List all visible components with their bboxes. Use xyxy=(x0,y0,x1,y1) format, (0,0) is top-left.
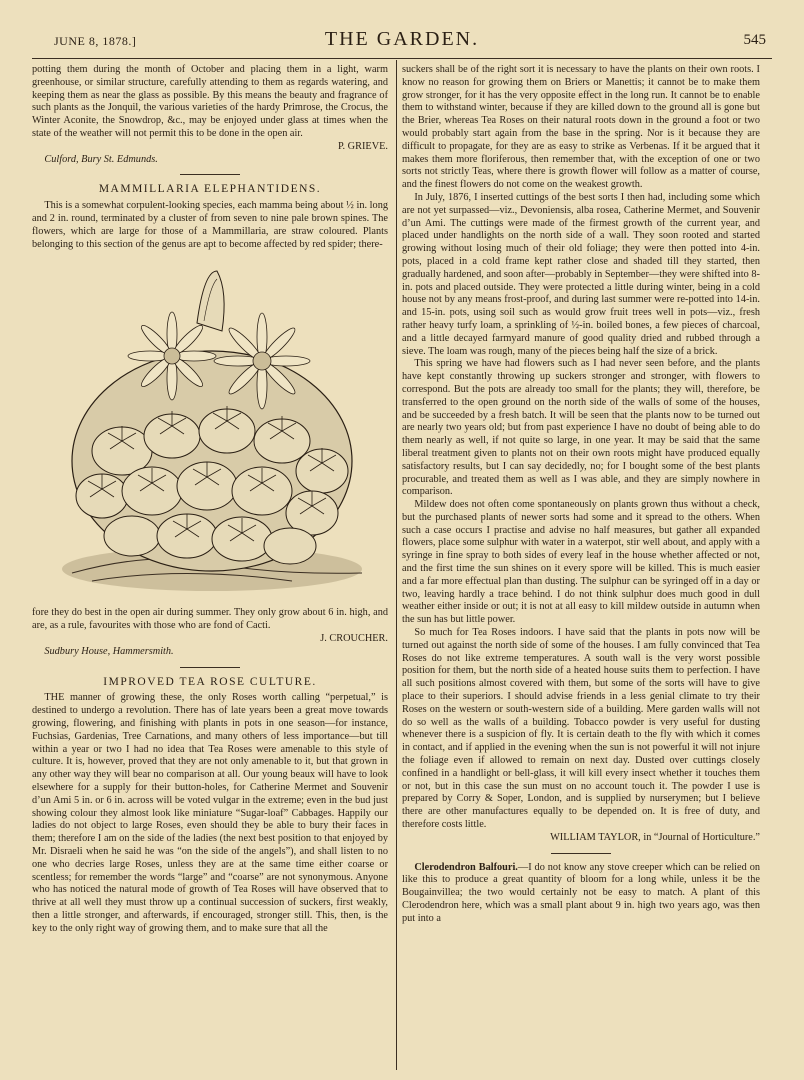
section-separator xyxy=(180,667,240,668)
tea-rose-paragraph-4: This spring we have had flowers such as I had never seen before, and the plants have kept constantly throwing up suckers stronger and stronger, with flowers to correspond. But the pots are already too small for the plants; they will, therefore, be transferred to the open ground on the north side of the walls of some of the houses, and be succeeded by a fresh batch. It will be seen that the plants now to be turned out are nearly two years old; but from past experience I have no doubt of being able to do them nearly as well, if not quite so large, in one year. It may be said that the same liberal treatment given to plants not on their own roots might have produced equally satisfactory results, but I can say decidedly, no; for I bought some of the best plants procurable, and treated them as well as I was able, and they are simply nowhere in comparison. xyxy=(402,358,760,498)
mammillaria-paragraph-2: fore they do best in the open air during summer. They only grow about 6 in. high, and are, as a rule, favourites with those who are fond of Cacti. xyxy=(32,607,388,632)
page-header xyxy=(28,26,776,60)
header-date: JUNE 8, 1878.] xyxy=(54,34,137,48)
clerodendron-paragraph xyxy=(402,862,760,926)
intro-paragraph: potting them during the month of October and placing them in a light, warm greenhouse, or similar structure, carefully attending to them as regards watering, and keeping them as near the glass as possible. By this means the beauty and fragrance of such plants as the Jonquil, the various varieties of the hardy Primrose, the Crocus, the Winter Aconite, the Snowdrop, &c., may be enjoyed under glass at times when the state of the weather will not permit this to be done in the open air. xyxy=(32,64,388,139)
section-separator xyxy=(551,853,611,854)
tea-rose-paragraph-2: suckers shall be of the right sort it is necessary to have the plants on their own roots. I know no reason for growing them on Briers or Manettis; it cannot be to make them grow stronger, for it has the very opposite effect in the long run. It cannot be to enable them to withstand winter, because if they are killed down to the ground all is gone but the Brier, whereas Tea Roses on their natural roots down in the ground a foot or two would probably start again from the base in the spring. Nor is it because they are difficult to propagate, for they are as easy to strike as Verbenas. If it be argued that it makes them more floriferous, then remember that, with the exception of one or two sorts not strictly Teas, where there is growth flower will follow as a matter of course, and the finest flowers do not come on the weakest growth. xyxy=(402,64,760,191)
tea-rose-paragraph-6: So much for Tea Roses indoors. I have said that the plants in pots now will be turned out against the north side of some of the houses. I am fully convinced that Tea Roses do not like extreme temperatures. A south wall is the very worst possible position for them, but the north side of a heated house suits them to perfection. I have all such positions almost covered with them, but some of the sorts will have to give place to their superiors. I should advise friends in a less genial climate to try their Roses on the western or south-western side of a building. Mere garden walls will not do so well as the walls of a building. Tobacco powder is very useful for dusting whenever there is a suspicion of fly. It is certain death to the fly with which it comes in contact, and if applied in the evening when the sun is not powerful it will not injure the foliage even if allowed to remain on next day. Dusted over cuttings closely confined in a handlight or bell-glass, it will kill every insect whether it touches them or not, but in this case the sun must on no account touch it. The powder I use is prepared by Corry & Soper, London, and is supplied by nurserymen; but I believe there are other manufactures equally to be depended on. It is free of duty, and therefore costs little. xyxy=(402,627,760,831)
cactus-illustration xyxy=(32,251,388,603)
header-page-number: 545 xyxy=(743,32,766,48)
tea-rose-paragraph-5: Mildew does not often come spontaneously on plants grown thus without a check, but the purchased plants of newer sorts had some and it spread to the others. When such a case occurs I practise and advise no half measures, but gather all expanded flowers, place some sulphur with water in a waterpot, stir well about, and apply with a syringe in fine spray to both sides of every leaf in the house whether affected or not, and the first time the sun shines on it every spore will be killed. This is much easier and a far more effectual plan than dusting. The sulphur can be syringed off in a day or two, leaving hardly a trace behind. I do not think sulphur does much good in dull weather either inside or out; it is not at all easy to kill mildew outside in autumn when the sun has but little power. xyxy=(402,499,760,626)
clerodendron-text: —I do not know any stove creeper which can be relied on like this to produce a great quantity of bloom for a long while, unless it be the Bougainvillea; the two would certainly not be easy to match. A plant of this Clerodendron here, which was a small plant about 9 in. high two years ago, was then put into a xyxy=(402,861,760,924)
tea-rose-signature: WILLIAM TAYLOR, in “Journal of Horticulture.” xyxy=(550,831,760,843)
section-separator xyxy=(180,174,240,175)
header-title: THE GARDEN. xyxy=(324,28,480,50)
right-column xyxy=(402,64,760,1068)
cactus-engraving-icon xyxy=(32,251,388,603)
header-rule xyxy=(32,58,772,59)
article-title-tea-rose: IMPROVED TEA ROSE CULTURE. xyxy=(103,675,317,688)
intro-place: Culford, Bury St. Edmunds. xyxy=(44,153,158,165)
intro-signature: P. GRIEVE. xyxy=(337,140,388,152)
mammillaria-paragraph-1: This is a somewhat corpulent-looking species, each mamma being about ½ in. long and 2 in. round, terminated by a cluster of from seven to nine pale brown spines. The flowers, which are large for those of a Mammillaria, are straw coloured. Plants belonging to this section of the genus are apt to become affected by red spider; there- xyxy=(32,200,388,250)
tea-rose-paragraph-1: THE manner of growing these, the only Roses worth calling “perpetual,” is destined to undergo a revolution. There has of late years been a great move towards growing, flowering, and finishing with plants in pots in one season—for instance, Fuchsias, Gardenias, Tree Carnations, and many others of less importance—but till within a year or two I had no idea that Tea Roses were amenable to this style of culture. It is, however, proved that they are not only amenable to it, but that grown in any other way they will bear no comparison at all. Our young beaux will have to look elsewhere for a supply for their button-holes, for Catherine Mermet and Souvenir d’un Ami 5 in. or 6 in. across will be voted vulgar in the extreme; even in the bud just showing colour they almost look like miniature “Sugar-loaf” Cabbages. Happily our ladies do not object to large Roses, even should they be able to bury their faces in them; therefore I am on the side of the ladies (the next best position to that enjoyed by Mr. Disraeli when he said he was “on the side of the angels”), and shall listen to no one who decries large Roses, unless they are at the same time either coarse or scentless; for remember the words “large” and “coarse” are not synonymous. Anyone who has noticed the natural mode of growth of Tea Roses will have observed that to thrive at all well they must throw up a continual succession of suckers, first weakly, then a little stronger, and afterwards, if encouraged, stronger still. This, then, is the key to the only right way of growing them, and to make sure that all the xyxy=(32,692,388,934)
mammillaria-place: Sudbury House, Hammersmith. xyxy=(44,645,174,657)
clerodendron-lead: Clerodendron Balfouri. xyxy=(414,861,518,873)
left-column xyxy=(32,64,388,1068)
tea-rose-paragraph-3: In July, 1876, I inserted cuttings of the best sorts I then had, including some which are not yet surpassed—viz., Devoniensis, alba rosea, Catherine Mermet, and Souvenir d’un Ami. The cuttings were made of the firmest growth of the current year, and placed under handlights on the north side of a wall. They soon rooted and started growing without losing much of their old foliage; they were then potted into 4-in. pots, placed in a cold frame kept rather close and shaded till they started, then gradually hardened, and soon after—probably in September—they were shifted into 8-in. pots and placed outside. They were protected a little during winter, being in a cold house not by any means frost-proof, and during last summer were re-potted into 14-in. and 15-in. pots, using soil such as would grow fruit trees well in pots—viz., fresh rather heavy turfy loam, a sprinkling of ½-in. boiled bones, a few pieces of charcoal, and a little decayed farmyard manure of good quality dried and rubbed through a sieve. The loam was rough, many of the pieces being half the size of a brick. xyxy=(402,191,760,357)
article-title-mammillaria: MAMMILLARIA ELEPHANTIDENS. xyxy=(98,183,322,196)
mammillaria-signature: J. CROUCHER. xyxy=(320,632,388,644)
column-divider xyxy=(396,60,397,1070)
